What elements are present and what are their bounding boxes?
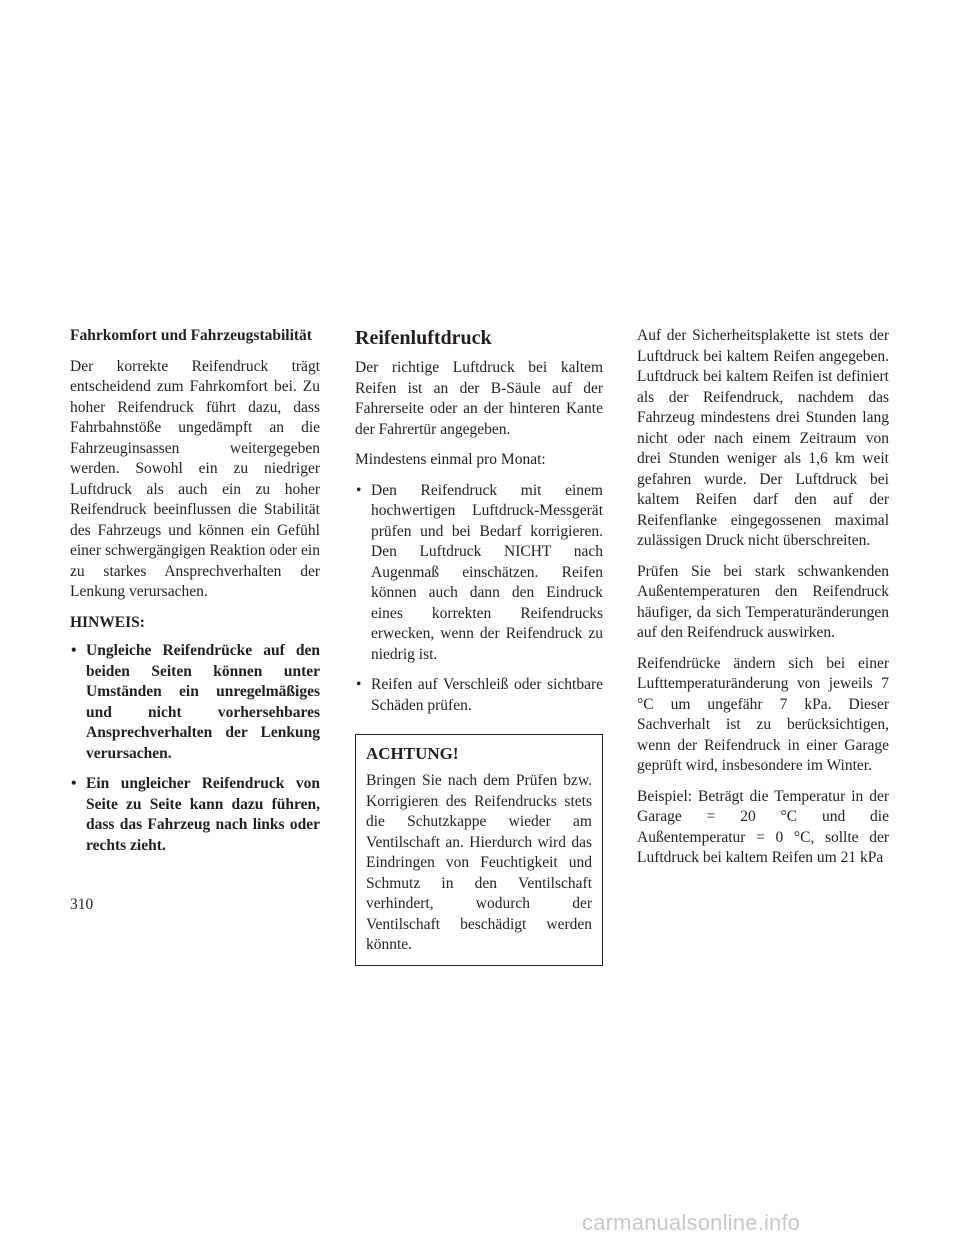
subheading-ride-comfort: Fahrkomfort und Fahrzeugstabilität — [70, 327, 312, 344]
intro-paragraph: Der richtige Luftdruck bei kaltem Reifen ist an der B-Säule auf der Fahrerseite oder an der hinteren Kante der Fahrertür angegeben. — [355, 359, 603, 438]
check-item: • Reifen auf Verschleiß oder sichtbare Schäden prüfen. — [355, 675, 603, 716]
monthly-check-label: Mindestens einmal pro Monat: — [355, 451, 546, 468]
body-paragraph: Prüfen Sie bei stark schwankenden Außentemperaturen den Reifendruck häufiger, da sich Temperaturänderungen auf den Reifendruck auswirken. — [637, 562, 889, 641]
note-list — [70, 641, 320, 856]
note-item: • Ein ungleicher Reifendruck von Seite zu Seite kann dazu führen, dass das Fahrzeug nach links oder rechts zieht. — [70, 774, 320, 856]
column-middle — [355, 326, 603, 966]
check-list — [355, 481, 603, 717]
body-paragraph: Beispiel: Beträgt die Temperatur in der Garage = 20 °C und die Außentemperatur = 0 °C, sollte der Luftdruck bei kaltem Reifen um 21 kPa — [637, 787, 889, 866]
page-number: 310 — [70, 896, 94, 913]
watermark: carmanualsonline.info — [582, 1210, 801, 1235]
body-paragraph: Reifendrücke ändern sich bei einer Lufttemperaturänderung von jeweils 7 °C um ungefähr 7 kPa. Dieser Sachverhalt ist zu berücksichtigen, wenn der Reifendruck in einer Garage geprüft wird, insbesondere im Winter. — [637, 654, 889, 774]
body-paragraph: Der korrekte Reifendruck trägt entscheidend zum Fahrkomfort bei. Zu hoher Reifendruck führt dazu, dass Fahrbahnstöße ungedämpft an die Fahrzeuginsassen weitergegeben werden. Sowohl ein zu niedriger Luftdruck als auch ein zu hoher Reifendruck beeinflussen die Stabilität des Fahrzeugs und können ein Gefühl einer schwergängigen Reaktion oder ein zu starkes Ansprechverhalten der Lenkung verursachen. — [70, 357, 320, 600]
note-label: HINWEIS: — [70, 613, 145, 631]
warning-title: ACHTUNG! — [366, 744, 459, 763]
check-item: • Den Reifendruck mit einem hochwertigen Luftdruck-Messgerät prüfen und bei Bedarf korrigieren. Den Luftdruck NICHT nach Augenmaß einschätzen. Reifen können auch dann den Eindruck eines korrekten Reifendrucks erwecken, wenn der Reifendruck zu niedrig ist. — [355, 481, 603, 666]
note-item: • Ungleiche Reifendrücke auf den beiden Seiten können unter Umständen ein unregelmäßiges und nicht vorhersehbares Ansprechverhalten der Lenkung verursachen. — [70, 641, 320, 764]
column-left — [70, 326, 320, 866]
warning-box — [355, 734, 603, 966]
warning-text: Bringen Sie nach dem Prüfen bzw. Korrigieren des Reifendrucks stets die Schutzkappe wieder am Ventilschaft an. Hierdurch wird das Eindringen von Feuchtigkeit und Schmutz in den Ventilschaft verhindert, wodurch der Ventilschaft beschädigt werden könnte. — [366, 772, 592, 953]
column-right — [637, 326, 889, 879]
body-paragraph: Auf der Sicherheitsplakette ist stets der Luftdruck bei kaltem Reifen angegeben. Luftdruck bei kaltem Reifen ist definiert als der Reifendruck, nachdem das Fahrzeug mindestens drei Stunden lang nicht oder nach einem Zeitraum von drei Stunden weniger als 1,6 km weit gefahren wurde. Der Luftdruck bei kaltem Reifen darf den auf der Reifenflanke eingegossenen maximal zulässigen Druck nicht überschreiten. — [637, 327, 889, 549]
section-heading: Reifenluftdruck — [355, 327, 492, 349]
